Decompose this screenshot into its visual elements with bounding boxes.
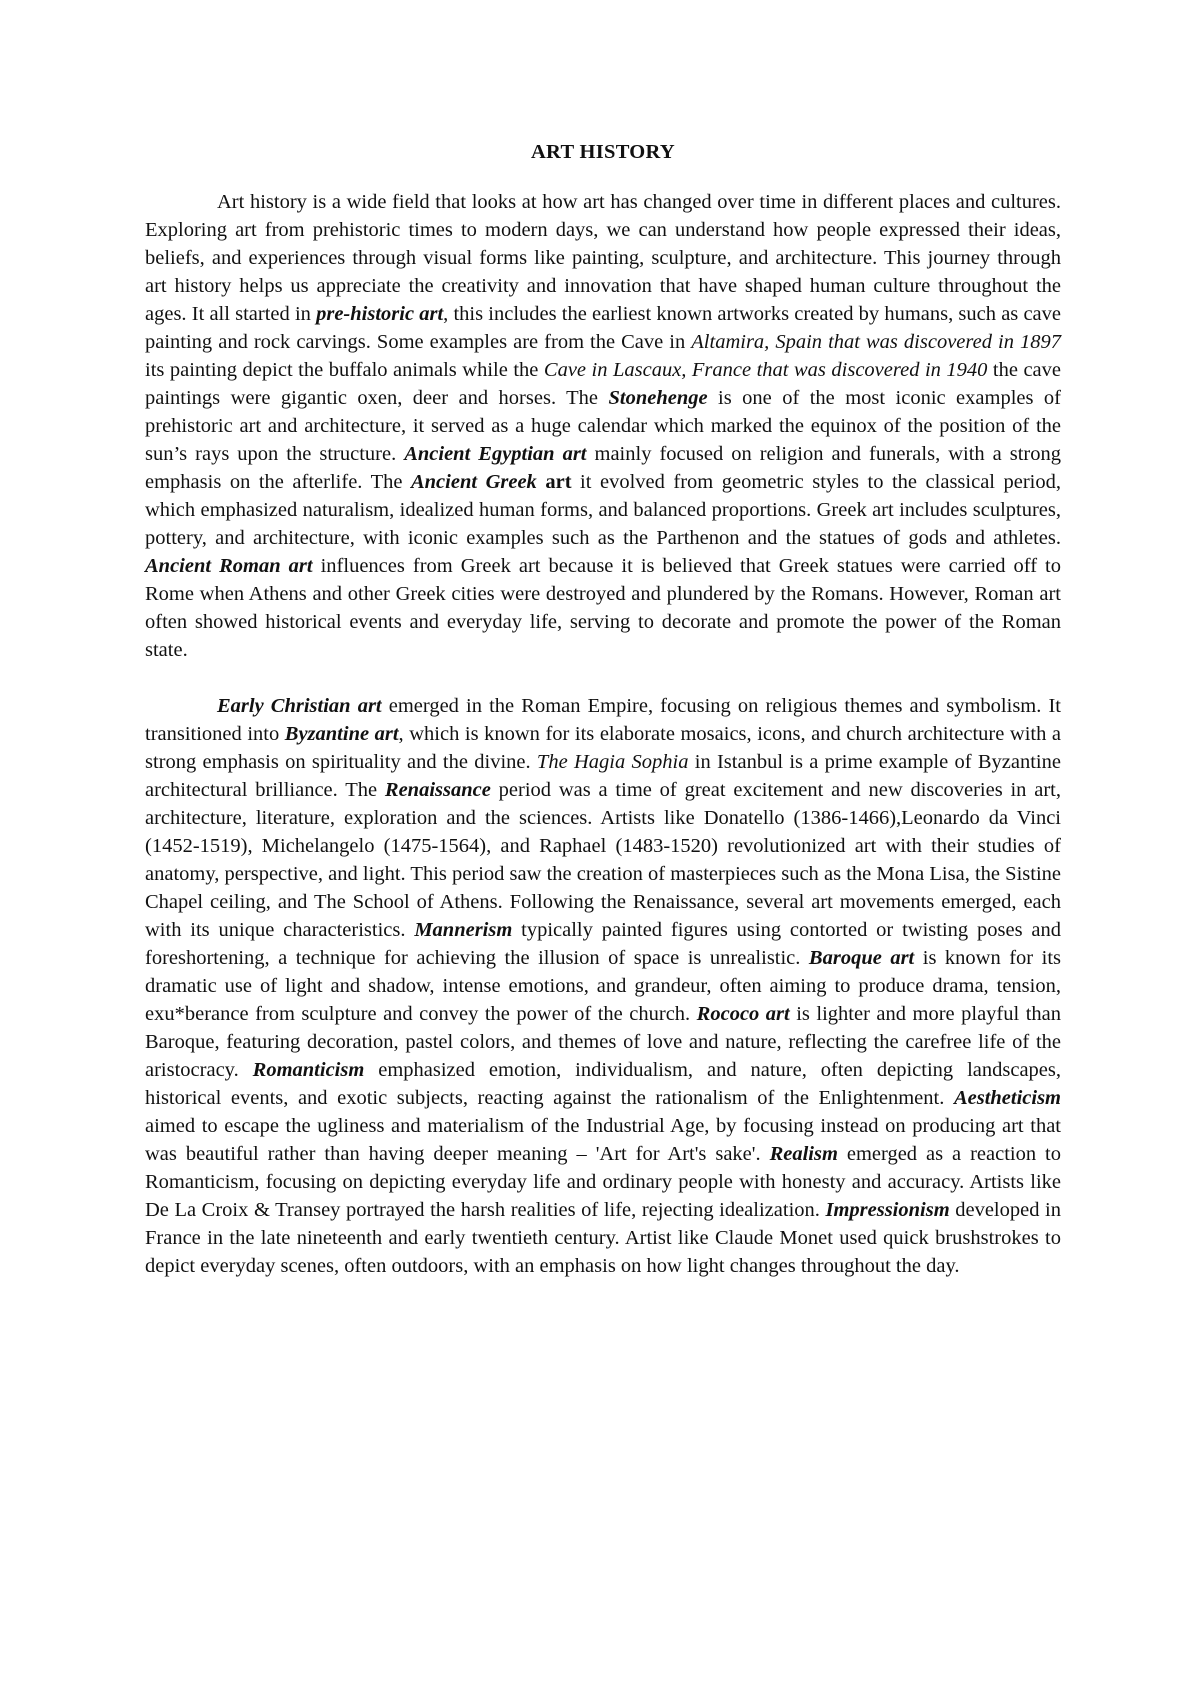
text-run: mainly focused on religion and funerals, with a strong emphasis on the afterlife. The (145, 443, 1061, 493)
italic-text: Altamira, Spain that was discovered in 1897 (691, 331, 1061, 353)
body-paragraph (145, 692, 1061, 1280)
highlighted-term: Ancient Egyptian art (404, 443, 587, 465)
text-run: period was a time of great excitement and new discoveries in art, architecture, literature, exploration and the sciences. Artists like Donatello (1386-1466),Leonardo da Vinci (1452-1519), Michelangelo (1475-1564), and Raphael (1483-1520) revolutionized art with their studies of anatomy, perspective, and light. This period saw the creation of masterpieces such as the Mona Lisa, the Sistine Chapel ceiling, and The School of Athens. Following the Renaissance, several art movements emerged, each with its unique characteristics. (145, 779, 1061, 941)
text-run: is one of the most iconic examples of prehistoric art and architecture, it served as a huge calendar which marked the equinox of the position of the sun’s rays upon the structure. (145, 387, 1061, 465)
highlighted-term: Renaissance (384, 779, 491, 801)
highlighted-term: Mannerism (414, 919, 513, 941)
italic-text: Cave in Lascaux, France that was discovered in 1940 (543, 359, 988, 381)
document-body (145, 188, 1061, 1280)
text-run: its painting depict the buffalo animals while the (145, 359, 544, 381)
highlighted-term: Early Christian art (217, 695, 382, 717)
text-run: emerged in the Roman Empire, focusing on religious themes and symbolism. It transitioned into (145, 695, 1062, 745)
text-run: in Istanbul is a prime example of Byzantine architectural brilliance. The (145, 751, 1061, 801)
highlighted-term: Impressionism (825, 1199, 950, 1221)
highlighted-term: Stonehenge (608, 387, 708, 409)
text-run: aimed to escape the ugliness and materialism of the Industrial Age, by focusing instead on producing art that was beautiful rather than having deeper meaning – 'Art for Art's sake'. (145, 1115, 1061, 1165)
page-title: ART HISTORY (530, 141, 676, 163)
highlighted-term: pre-historic art (316, 303, 444, 325)
bold-text: art (536, 471, 572, 493)
document-page (145, 138, 1061, 1280)
text-run: , this includes the earliest known artworks created by humans, such as cave painting and rock carvings. Some examples are from the Cave in (145, 303, 1061, 353)
text-run: emphasized emotion, individualism, and nature, often depicting landscapes, historical events, and exotic subjects, reacting against the rationalism of the Enlightenment. (145, 1059, 1061, 1109)
highlighted-term: Realism (769, 1143, 838, 1165)
text-run: typically painted figures using contorted or twisting poses and foreshortening, a technique for achieving the illusion of space is unrealistic. (145, 919, 1061, 969)
text-run: developed in France in the late nineteenth and early twentieth century. Artist like Claude Monet used quick brushstrokes to depict everyday scenes, often outdoors, with an emphasis on how light changes throughout the day. (145, 1199, 1061, 1277)
italic-text: The Hagia Sophia (536, 751, 689, 773)
text-run: , which is known for its elaborate mosaics, icons, and church architecture with a strong emphasis on spirituality and the divine. (145, 723, 1061, 773)
highlighted-term: Rococo art (696, 1003, 790, 1025)
highlighted-term: Romanticism (252, 1059, 365, 1081)
text-run: is lighter and more playful than Baroque, featuring decoration, pastel colors, and themes of love and nature, reflecting the carefree life of the aristocracy. (145, 1003, 1061, 1081)
highlighted-term: Byzantine art (284, 723, 399, 745)
text-run: is known for its dramatic use of light and shadow, intense emotions, and grandeur, often aiming to produce drama, tension, exu*berance from sculpture and convey the power of the church. (145, 947, 1062, 1025)
highlighted-term: Ancient Greek (410, 471, 537, 493)
text-run: it evolved from geometric styles to the classical period, which emphasized naturalism, idealized human forms, and balanced proportions. Greek art includes sculptures, pottery, and architecture, with iconic examples such as the Parthenon and the statues of gods and athletes. (145, 471, 1062, 549)
body-paragraph (145, 188, 1061, 664)
highlighted-term: Aestheticism (953, 1087, 1061, 1109)
text-run: Art history is a wide field that looks at how art has changed over time in different places and cultures. Exploring art from prehistoric times to modern days, we can understand how people expressed their ideas, beliefs, and experiences through visual forms like painting, sculpture, and architecture. This journey through art history helps us appreciate the creativity and innovation that have shaped human culture throughout the ages. It all started in (145, 191, 1061, 325)
text-run: emerged as a reaction to Romanticism, focusing on depicting everyday life and ordinary people with honesty and accuracy. Artists like De La Croix & Transey portrayed the harsh realities of life, rejecting idealization. (145, 1143, 1062, 1221)
highlighted-term: Ancient Roman art (145, 555, 313, 577)
text-run: influences from Greek art because it is believed that Greek statues were carried off to Rome when Athens and other Greek cities were destroyed and plundered by the Romans. However, Roman art often showed historical events and everyday life, serving to decorate and promote the power of the Roman state. (145, 555, 1062, 661)
highlighted-term: Baroque art (808, 947, 915, 969)
text-run: the cave paintings were gigantic oxen, deer and horses. The (145, 359, 1062, 409)
